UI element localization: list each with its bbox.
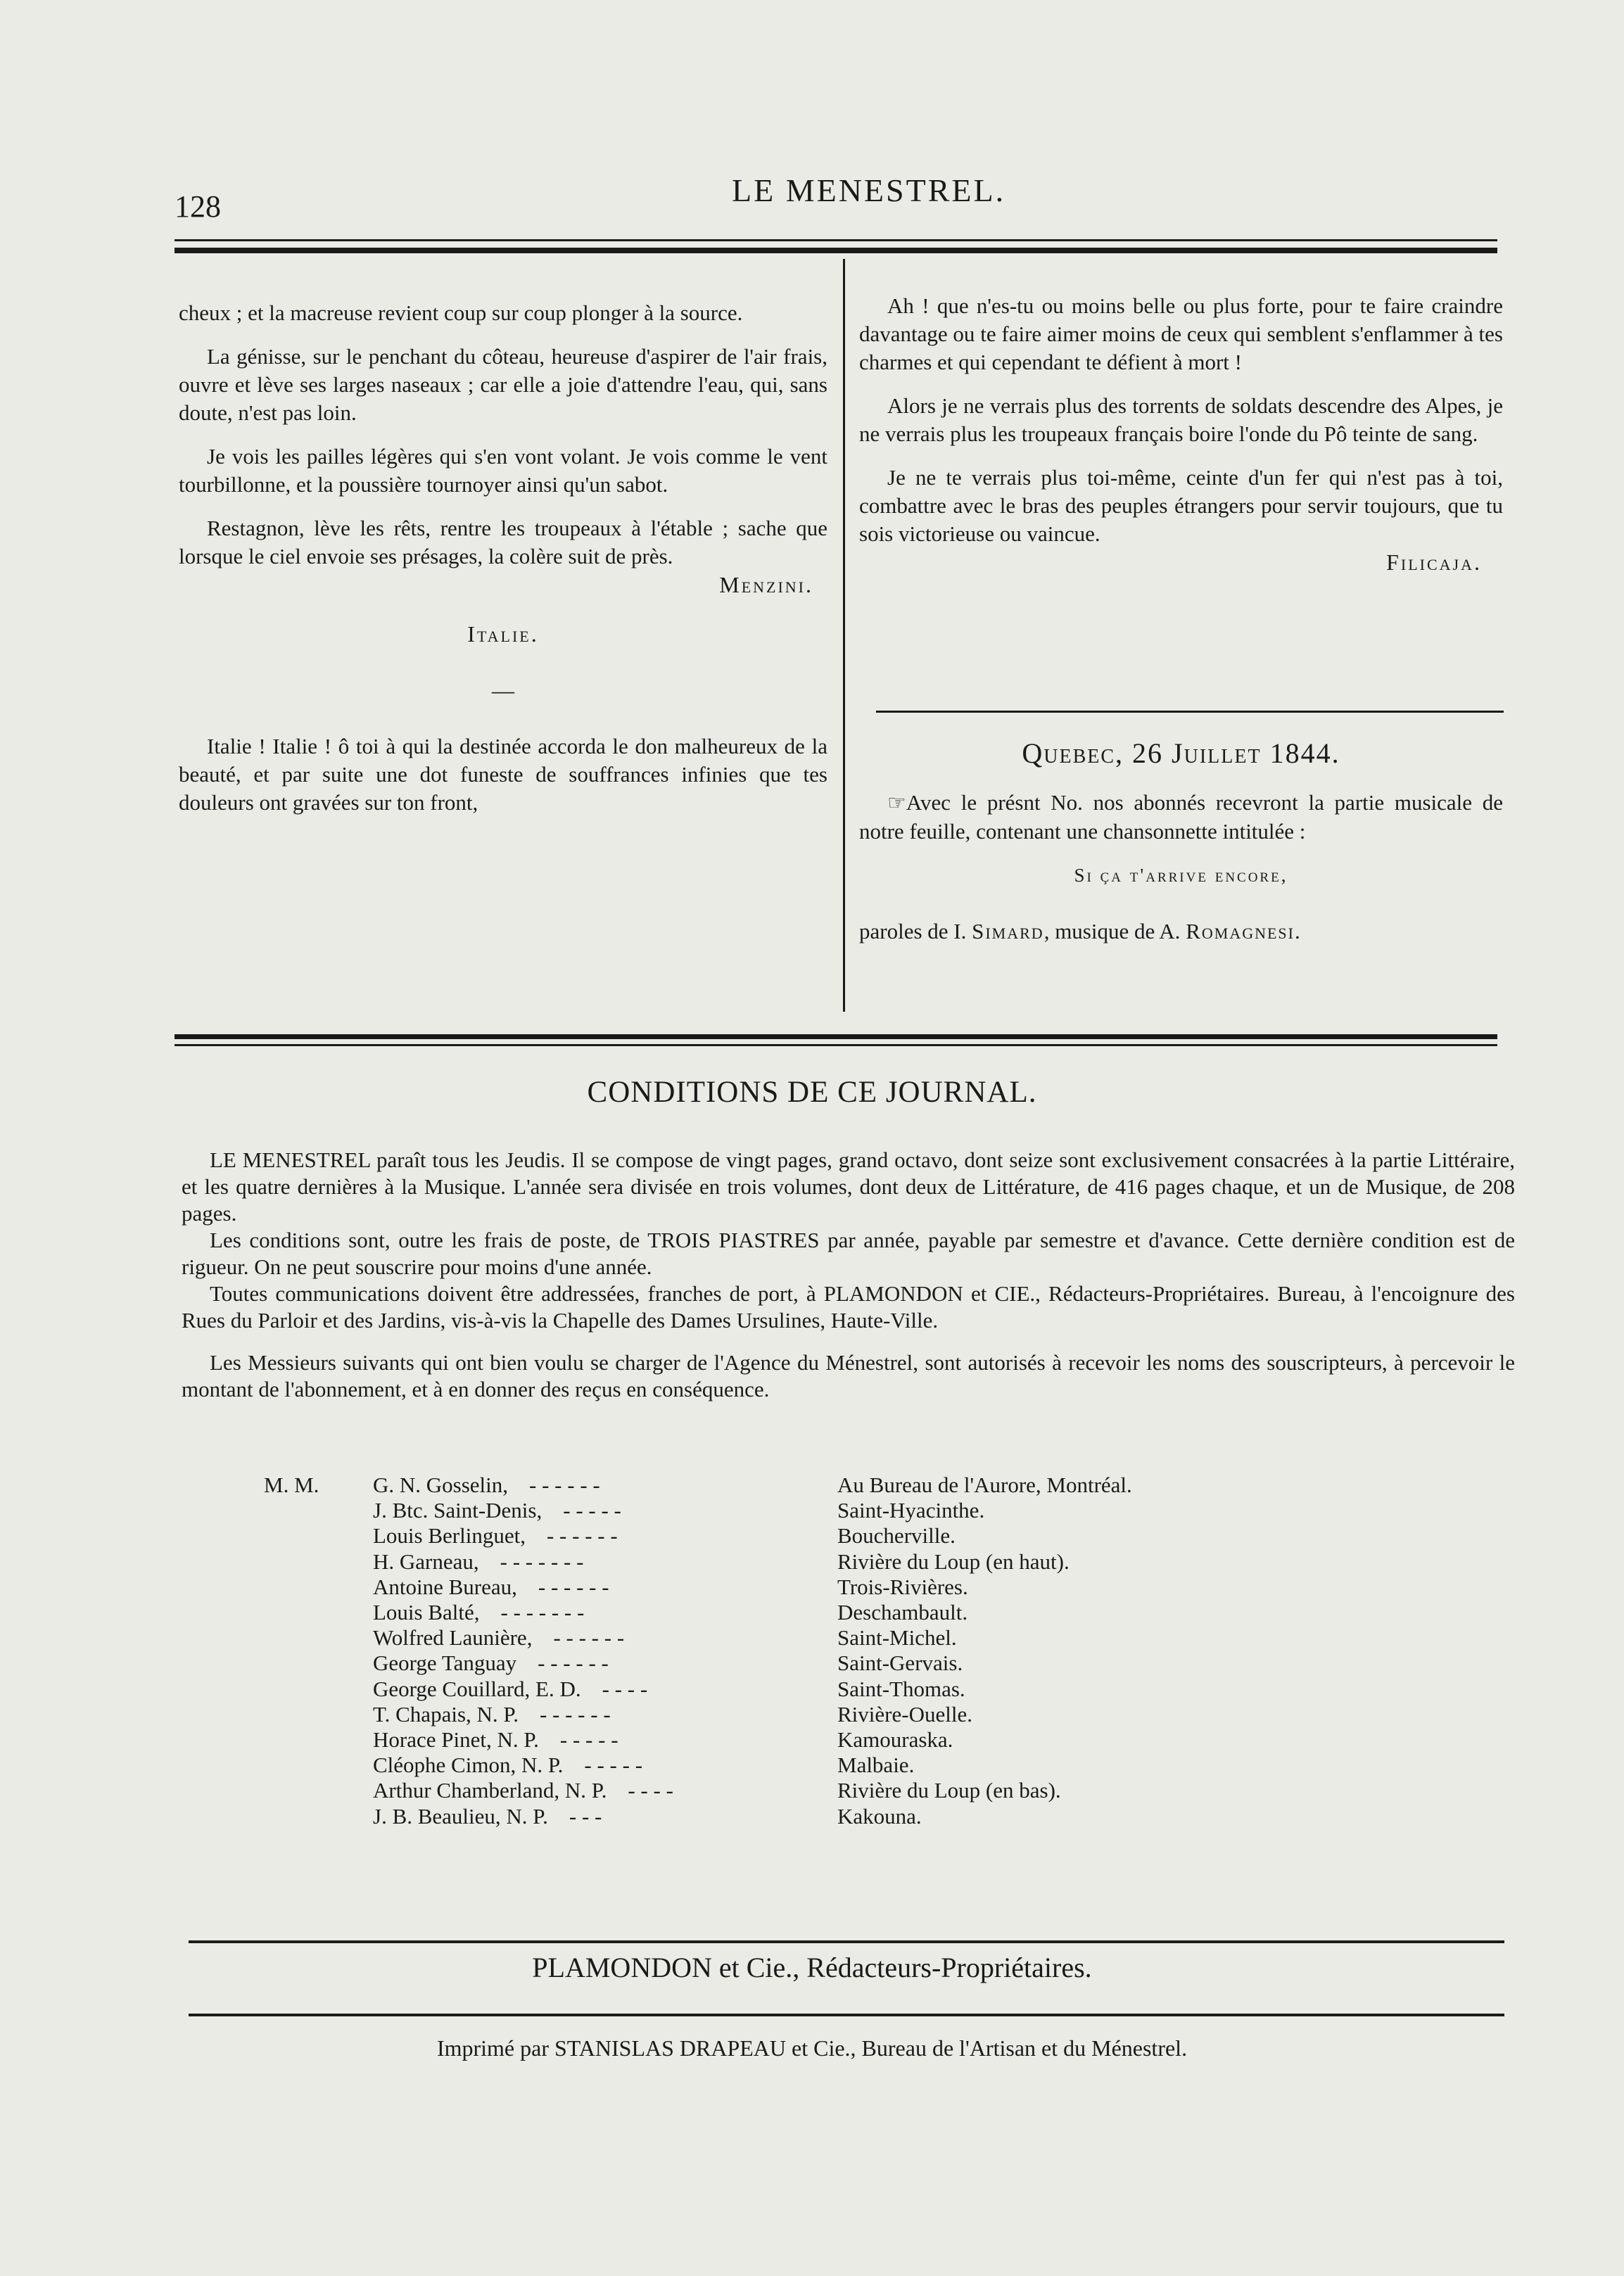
agent-place: Saint-Gervais. xyxy=(837,1651,963,1676)
conditions-title: CONDITIONS DE CE JOURNAL. xyxy=(587,1076,1037,1109)
agent-prefix xyxy=(264,1523,373,1549)
agent-leader-dashes: - - - - - xyxy=(559,1727,618,1753)
paragraph: Les conditions sont, outre les frais de poste, de TROIS PIASTRES par année, payable par semestre et d'avance. Cette dernière condition est de rigueur. On ne peut souscrire pour moins d'une année. xyxy=(182,1228,1515,1279)
agent-leader-dashes: - - - - - xyxy=(584,1753,643,1778)
credits-mid: , musique de A. xyxy=(1043,919,1186,943)
column-divider xyxy=(843,259,845,1012)
agent-prefix xyxy=(264,1677,373,1702)
paragraph: Restagnon, lève les rêts, rentre les troupeaux à l'étable ; sache que lorsque le ciel envoie ses présages, la colère suit de près. xyxy=(179,516,827,568)
agents-table xyxy=(264,1473,1132,1829)
paragraph: Ah ! que n'es-tu ou moins belle ou plus forte, pour te faire craindre davantage ou te faire aimer moins de ceux qui semblent s'enflammer à tes charmes et qui cependant te défient à mort ! xyxy=(859,293,1503,374)
agent-prefix xyxy=(264,1651,373,1676)
agent-row xyxy=(264,1677,1132,1702)
agent-place: Saint-Hyacinthe. xyxy=(837,1498,985,1523)
agent-name-cell xyxy=(373,1677,837,1702)
agent-place: Deschambault. xyxy=(837,1600,968,1625)
agent-prefix xyxy=(264,1625,373,1651)
agent-prefix xyxy=(264,1549,373,1575)
agent-row xyxy=(264,1600,1132,1625)
agent-place: Kamouraska. xyxy=(837,1727,953,1753)
agent-prefix xyxy=(264,1600,373,1625)
notice-text: Avec le présnt No. nos abonnés recevront la partie musicale de notre feuille, contenant une chansonnette intitulée : xyxy=(859,790,1503,844)
credits-prefix: paroles de I. xyxy=(859,919,972,943)
journal-title: LE MENESTREL. xyxy=(732,172,1006,208)
agent-prefix xyxy=(264,1753,373,1778)
right-column-rule xyxy=(876,711,1504,713)
agent-name: Horace Pinet, N. P. xyxy=(373,1727,539,1753)
agent-leader-dashes: - - - xyxy=(569,1803,602,1829)
agent-name-cell xyxy=(373,1523,837,1549)
song-title: Si ça t'arrive encore, xyxy=(1074,865,1288,886)
dateline: Quebec, 26 Juillet 1844. xyxy=(1022,737,1340,769)
agent-prefix xyxy=(264,1778,373,1803)
song-credits xyxy=(859,917,1503,946)
agent-name: Antoine Bureau, xyxy=(373,1574,517,1599)
lyricist: Simard xyxy=(972,919,1044,943)
agent-prefix xyxy=(264,1804,373,1829)
section-rule-bottom xyxy=(175,1044,1497,1046)
agent-place: Au Bureau de l'Aurore, Montréal. xyxy=(837,1473,1132,1497)
section-rule: — xyxy=(492,678,514,703)
notice-paragraph xyxy=(859,789,1503,846)
section-title-italie: Italie. xyxy=(467,621,539,647)
header-rule-bottom xyxy=(175,248,1497,253)
agent-leader-dashes: - - - - - - - xyxy=(500,1549,584,1574)
agent-name: J. B. Beaulieu, N. P. xyxy=(373,1803,548,1829)
agent-name: Louis Berlinguet, xyxy=(373,1523,526,1549)
right-column-notice xyxy=(859,735,1503,946)
agent-prefix: M. M. xyxy=(264,1473,319,1497)
agent-name-cell xyxy=(373,1727,837,1753)
paragraph: La génisse, sur le penchant du côteau, heureuse d'aspirer de l'air frais, ouvre et lève ses larges naseaux ; car elle a joie d'attendre l'eau, qui, sans doute, n'est pas loin. xyxy=(179,344,827,425)
agent-row xyxy=(264,1804,1132,1829)
agent-prefix xyxy=(264,1727,373,1753)
section-rule-top xyxy=(175,1034,1497,1039)
agent-name: Louis Balté, xyxy=(373,1600,480,1625)
publisher-line xyxy=(0,1951,1624,1984)
agent-name: Cléophe Cimon, N. P. xyxy=(373,1753,564,1778)
paragraph: Italie ! Italie ! ô toi à qui la destinée accorda le don malheureux de la beauté, et par suite une dot funeste de souffrances infinies que tes douleurs ont gravées sur ton front, xyxy=(179,734,827,815)
footer-rule-bottom xyxy=(189,2014,1504,2016)
agent-row xyxy=(264,1651,1132,1676)
agent-row xyxy=(264,1523,1132,1549)
right-column xyxy=(859,292,1503,595)
agent-name: Wolfred Launière, xyxy=(373,1625,533,1651)
left-column xyxy=(179,299,827,832)
pointing-hand-icon: ☞ xyxy=(887,791,906,815)
agent-name: George Tanguay xyxy=(373,1651,517,1676)
agent-row xyxy=(264,1778,1132,1803)
agent-name-cell xyxy=(373,1753,837,1778)
agent-row xyxy=(264,1727,1132,1753)
agent-prefix xyxy=(264,1498,373,1523)
agent-name-cell xyxy=(373,1804,837,1829)
agent-name-cell xyxy=(373,1625,837,1651)
agent-leader-dashes: - - - - - - xyxy=(553,1625,625,1651)
agent-row xyxy=(264,1498,1132,1523)
agent-name-cell xyxy=(373,1778,837,1803)
publisher-rest: et Cie., Rédacteurs-Propriétaires. xyxy=(711,1952,1092,1983)
publisher-name: PLAMONDON xyxy=(532,1952,712,1983)
printer-line: Imprimé par STANISLAS DRAPEAU et Cie., Bureau de l'Artisan et du Ménestrel. xyxy=(436,2035,1188,2061)
footer-rule-top xyxy=(189,1940,1504,1943)
page-number: 128 xyxy=(175,189,221,224)
agent-name-cell xyxy=(373,1473,837,1498)
agent-name: Arthur Chamberland, N. P. xyxy=(373,1778,607,1803)
agent-name-cell xyxy=(373,1651,837,1676)
agent-name-cell xyxy=(373,1600,837,1625)
agent-row xyxy=(264,1549,1132,1575)
agent-name-cell xyxy=(373,1702,837,1727)
agent-row xyxy=(264,1753,1132,1778)
paragraph: Je vois les pailles légères qui s'en vont volant. Je vois comme le vent tourbillonne, et la poussière tournoyer ainsi qu'un sabot. xyxy=(179,444,827,497)
agent-place: Rivière du Loup (en bas). xyxy=(837,1778,1061,1803)
agent-leader-dashes: - - - - - - xyxy=(539,1701,611,1727)
agent-leader-dashes: - - - - - - xyxy=(529,1473,600,1497)
agent-place: Saint-Thomas. xyxy=(837,1676,965,1701)
agent-prefix xyxy=(264,1702,373,1727)
header-rule-top xyxy=(175,239,1497,241)
agent-leader-dashes: - - - - - xyxy=(563,1498,621,1523)
agent-name: T. Chapais, N. P. xyxy=(373,1701,519,1727)
paragraph: LE MENESTREL paraît tous les Jeudis. Il se compose de vingt pages, grand octavo, dont seize sont exclusivement consacrées à la partie Littéraire, et les quatre dernières à la Musique. L'année sera divisée en trois volumes, dont deux de Littérature, de 416 pages chaque, et un de Musique, de 208 pages. xyxy=(182,1147,1515,1226)
paragraph: Toutes communications doivent être addressées, franches de port, à PLAMONDON et CIE., Rédacteurs-Propriétaires. Bureau, à l'encoignure des Rues du Parloir et des Jardins, vis-à-vis la Chapelle des Dames Ursulines, Haute-Ville. xyxy=(182,1281,1515,1333)
signature-menzini: Menzini. xyxy=(719,572,813,597)
paragraph: Je ne te verrais plus toi-même, ceinte d'un fer qui n'est pas à toi, combattre avec le bras des peuples étrangers pour servir toujours, que tu sois victorieuse ou vaincue. xyxy=(859,465,1503,546)
agent-name: George Couillard, E. D. xyxy=(373,1676,581,1701)
agent-place: Rivière du Loup (en haut). xyxy=(837,1549,1070,1574)
agent-place: Kakouna. xyxy=(837,1803,922,1829)
agent-name-cell xyxy=(373,1549,837,1575)
agent-name: H. Garneau, xyxy=(373,1549,479,1574)
agent-prefix xyxy=(264,1575,373,1600)
agent-row xyxy=(264,1702,1132,1727)
agent-place: Saint-Michel. xyxy=(837,1625,957,1651)
composer: Romagnesi. xyxy=(1186,919,1302,943)
agents-list xyxy=(264,1473,1132,1829)
agent-leader-dashes: - - - - - - xyxy=(538,1651,609,1676)
agent-name: G. N. Gosselin, xyxy=(373,1473,509,1497)
agent-name-cell xyxy=(373,1575,837,1600)
agent-leader-dashes: - - - - - - xyxy=(546,1523,618,1549)
agent-row xyxy=(264,1625,1132,1651)
paragraph: cheux ; et la macreuse revient coup sur coup plonger à la source. xyxy=(179,300,743,325)
agent-place: Rivière-Ouelle. xyxy=(837,1701,972,1727)
signature-filicaja: Filicaja. xyxy=(1386,549,1482,575)
conditions-text xyxy=(182,1147,1515,1403)
agent-place: Malbaie. xyxy=(837,1753,915,1778)
agent-leader-dashes: - - - - xyxy=(602,1676,648,1701)
agent-name: J. Btc. Saint-Denis, xyxy=(373,1498,543,1523)
agent-name-cell xyxy=(373,1498,837,1523)
paragraph: Alors je ne verrais plus des torrents de soldats descendre des Alpes, je ne verrais plus les troupeaux français boire l'onde du Pô teinte de sang. xyxy=(859,393,1503,446)
agent-leader-dashes: - - - - - - xyxy=(538,1574,609,1599)
agent-leader-dashes: - - - - - - - xyxy=(500,1600,585,1625)
agent-row xyxy=(264,1575,1132,1600)
agent-row xyxy=(264,1473,1132,1498)
agent-leader-dashes: - - - - xyxy=(628,1778,673,1803)
paragraph: Les Messieurs suivants qui ont bien voulu se charger de l'Agence du Ménestrel, sont autorisés à recevoir les noms des souscripteurs, à percevoir le montant de l'abonnement, et à en donner des reçus en conséquence. xyxy=(182,1350,1515,1401)
agent-place: Trois-Rivières. xyxy=(837,1574,968,1599)
agent-place: Boucherville. xyxy=(837,1523,956,1549)
